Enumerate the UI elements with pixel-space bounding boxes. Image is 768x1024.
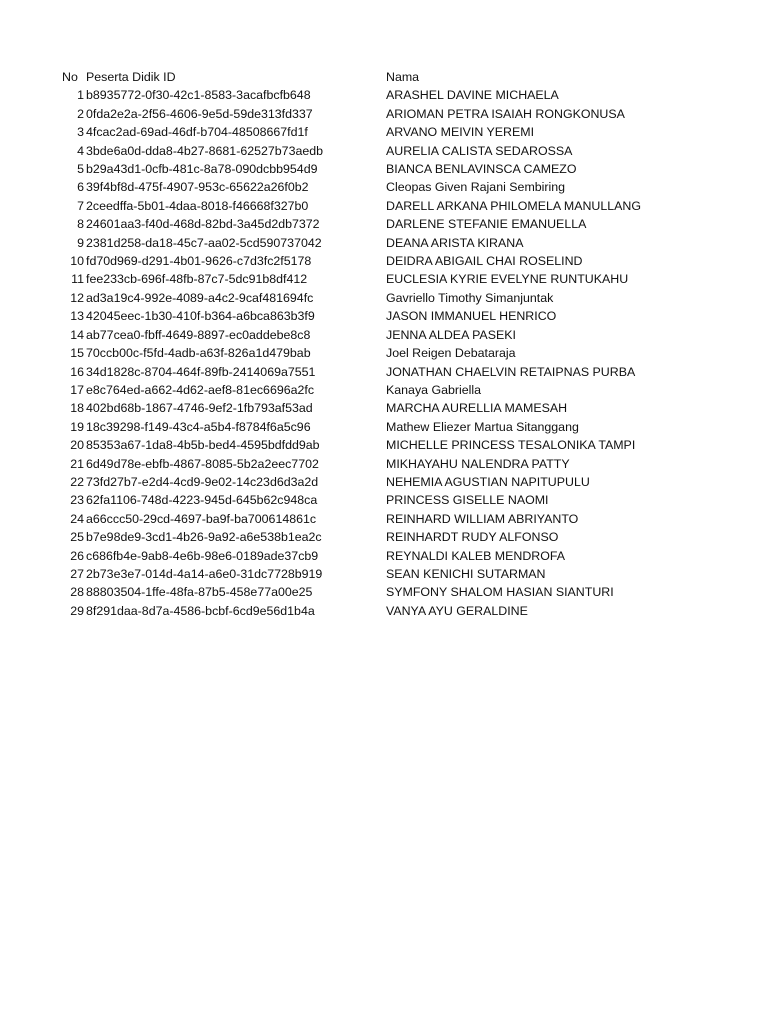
row-number: 26: [70, 548, 84, 563]
student-id: 39f4bf8d-475f-4907-953c-65622a26f0b2: [86, 180, 309, 195]
header-row: [62, 68, 641, 86]
row-number: 3: [77, 125, 84, 140]
student-id: 70ccb00c-f5fd-4adb-a63f-826a1d479bab: [86, 346, 311, 361]
header-no: No: [62, 70, 78, 84]
student-id: b7e98de9-3cd1-4b26-9a92-a6e538b1ea2c: [86, 530, 322, 545]
table-row: [62, 86, 641, 104]
row-number: 1: [77, 88, 84, 103]
student-id: ad3a19c4-992e-4089-a4c2-9caf481694fc: [86, 290, 314, 305]
student-id: 88803504-1ffe-48fa-87b5-458e77a00e25: [86, 585, 313, 600]
header-name: Nama: [386, 70, 420, 84]
table-row: [62, 344, 641, 362]
student-name: ARIOMAN PETRA ISAIAH RONGKONUSA: [386, 106, 625, 121]
row-number: 7: [77, 198, 84, 213]
student-name: DARELL ARKANA PHILOMELA MANULLANG: [386, 198, 642, 213]
student-id: 402bd68b-1867-4746-9ef2-1fb793af53ad: [86, 401, 313, 416]
table-row: [62, 363, 641, 381]
student-name: JENNA ALDEA PASEKI: [386, 327, 516, 342]
table-row: [62, 528, 641, 546]
row-number: 25: [70, 530, 84, 545]
table-row: [62, 547, 641, 565]
student-id: 73fd27b7-e2d4-4cd9-9e02-14c23d6d3a2d: [86, 474, 319, 489]
student-name: SEAN KENICHI SUTARMAN: [386, 566, 546, 581]
student-name: MICHELLE PRINCESS TESALONIKA TAMPI: [386, 438, 636, 453]
row-number: 24: [70, 511, 84, 526]
student-id: 18c39298-f149-43c4-a5b4-f8784f6a5c96: [86, 419, 311, 434]
student-name: ARVANO MEIVIN YEREMI: [386, 125, 535, 140]
table-row: [62, 565, 641, 583]
row-number: 29: [70, 603, 84, 618]
table-row: [62, 234, 641, 252]
row-number: 10: [70, 254, 84, 269]
row-number: 13: [70, 309, 84, 324]
student-name: Joel Reigen Debataraja: [386, 346, 516, 361]
student-id: 2381d258-da18-45c7-aa02-5cd590737042: [86, 235, 322, 250]
table-row: [62, 602, 641, 620]
student-id: ab77cea0-fbff-4649-8897-ec0addebe8c8: [86, 327, 311, 342]
row-number: 19: [70, 419, 84, 434]
table-body: [62, 86, 641, 620]
student-name: Gavriello Timothy Simanjuntak: [386, 290, 554, 305]
table-row: [62, 381, 641, 399]
student-name: Cleopas Given Rajani Sembiring: [386, 180, 566, 195]
row-number: 9: [77, 235, 84, 250]
table-row: [62, 142, 641, 160]
table-row: [62, 160, 641, 178]
table-row: [62, 123, 641, 141]
row-number: 28: [70, 585, 84, 600]
row-number: 18: [70, 401, 84, 416]
student-id: 8f291daa-8d7a-4586-bcbf-6cd9e56d1b4a: [86, 603, 315, 618]
student-id: a66ccc50-29cd-4697-ba9f-ba700614861c: [86, 511, 317, 526]
table-row: [62, 418, 641, 436]
student-id: b8935772-0f30-42c1-8583-3acafbcfb648: [86, 88, 311, 103]
row-number: 16: [70, 364, 84, 379]
student-id: 4fcac2ad-69ad-46df-b704-48508667fd1f: [86, 125, 308, 140]
student-name: Kanaya Gabriella: [386, 382, 482, 397]
table-row: [62, 399, 641, 417]
table-row: [62, 583, 641, 601]
student-name: MARCHA AURELLIA MAMESAH: [386, 401, 568, 416]
student-name: DEANA ARISTA KIRANA: [386, 235, 524, 250]
student-name: REINHARD WILLIAM ABRIYANTO: [386, 511, 579, 526]
student-id: fd70d969-d291-4b01-9626-c7d3fc2f5178: [86, 254, 312, 269]
row-number: 27: [70, 566, 84, 581]
student-name: PRINCESS GISELLE NAOMI: [386, 493, 549, 508]
table-row: [62, 491, 641, 509]
row-number: 14: [70, 327, 84, 342]
row-number: 6: [77, 180, 84, 195]
student-id: 6d49d78e-ebfb-4867-8085-5b2a2eec7702: [86, 456, 319, 471]
table-row: [62, 436, 641, 454]
table-row: [62, 252, 641, 270]
student-name: BIANCA BENLAVINSCA CAMEZO: [386, 162, 577, 177]
student-id: e8c764ed-a662-4d62-aef8-81ec6696a2fc: [86, 382, 315, 397]
student-id: 24601aa3-f40d-468d-82bd-3a45d2db7372: [86, 217, 320, 232]
table-row: [62, 307, 641, 325]
student-id: fee233cb-696f-48fb-87c7-5dc91b8df412: [86, 272, 308, 287]
row-number: 21: [70, 456, 84, 471]
student-id: 85353a67-1da8-4b5b-bed4-4595bdfdd9ab: [86, 438, 320, 453]
student-id: 0fda2e2a-2f56-4606-9e5d-59de313fd337: [86, 106, 313, 121]
student-name: JASON IMMANUEL HENRICO: [386, 309, 557, 324]
student-name: REINHARDT RUDY ALFONSO: [386, 530, 559, 545]
table-row: [62, 510, 641, 528]
table-row: [62, 455, 641, 473]
table-row: [62, 270, 641, 288]
student-id: 34d1828c-8704-464f-89fb-2414069a7551: [86, 364, 316, 379]
student-id: c686fb4e-9ab8-4e6b-98e6-0189ade37cb9: [86, 548, 319, 563]
table-row: [62, 105, 641, 123]
student-name: JONATHAN CHAELVIN RETAIPNAS PURBA: [386, 364, 636, 379]
table-header: [62, 68, 641, 86]
student-id: b29a43d1-0cfb-481c-8a78-090dcbb954d9: [86, 162, 318, 177]
table-row: [62, 289, 641, 307]
student-table: [62, 68, 641, 620]
student-name: EUCLESIA KYRIE EVELYNE RUNTUKAHU: [386, 272, 629, 287]
student-name: REYNALDI KALEB MENDROFA: [386, 548, 566, 563]
student-name: DEIDRA ABIGAIL CHAI ROSELIND: [386, 254, 583, 269]
student-name: Mathew Eliezer Martua Sitanggang: [386, 419, 579, 434]
student-name: MIKHAYAHU NALENDRA PATTY: [386, 456, 570, 471]
row-number: 8: [77, 217, 84, 232]
student-id: 2b73e3e7-014d-4a14-a6e0-31dc7728b919: [86, 566, 323, 581]
row-number: 12: [70, 290, 84, 305]
row-number: 4: [77, 143, 84, 158]
table-row: [62, 326, 641, 344]
student-name: VANYA AYU GERALDINE: [386, 603, 528, 618]
row-number: 15: [70, 346, 84, 361]
table-row: [62, 197, 641, 215]
table-row: [62, 473, 641, 491]
row-number: 22: [70, 474, 84, 489]
row-number: 20: [70, 438, 84, 453]
student-id: 2ceedffa-5b01-4daa-8018-f46668f327b0: [86, 198, 309, 213]
student-name: NEHEMIA AGUSTIAN NAPITUPULU: [386, 474, 590, 489]
row-number: 2: [77, 106, 84, 121]
student-id: 62fa1106-748d-4223-945d-645b62c948ca: [86, 493, 318, 508]
header-student-id: Peserta Didik ID: [86, 70, 176, 84]
student-name: ARASHEL DAVINE MICHAELA: [386, 88, 559, 103]
student-name: AURELIA CALISTA SEDAROSSA: [386, 143, 573, 158]
row-number: 17: [70, 382, 84, 397]
table-row: [62, 215, 641, 233]
row-number: 5: [77, 162, 84, 177]
student-id: 42045eec-1b30-410f-b364-a6bca863b3f9: [86, 309, 315, 324]
student-name: DARLENE STEFANIE EMANUELLA: [386, 217, 587, 232]
table-row: [62, 178, 641, 196]
row-number: 11: [71, 272, 84, 287]
student-id: 3bde6a0d-dda8-4b27-8681-62527b73aedb: [86, 143, 324, 158]
student-name: SYMFONY SHALOM HASIAN SIANTURI: [386, 585, 614, 600]
row-number: 23: [70, 493, 84, 508]
